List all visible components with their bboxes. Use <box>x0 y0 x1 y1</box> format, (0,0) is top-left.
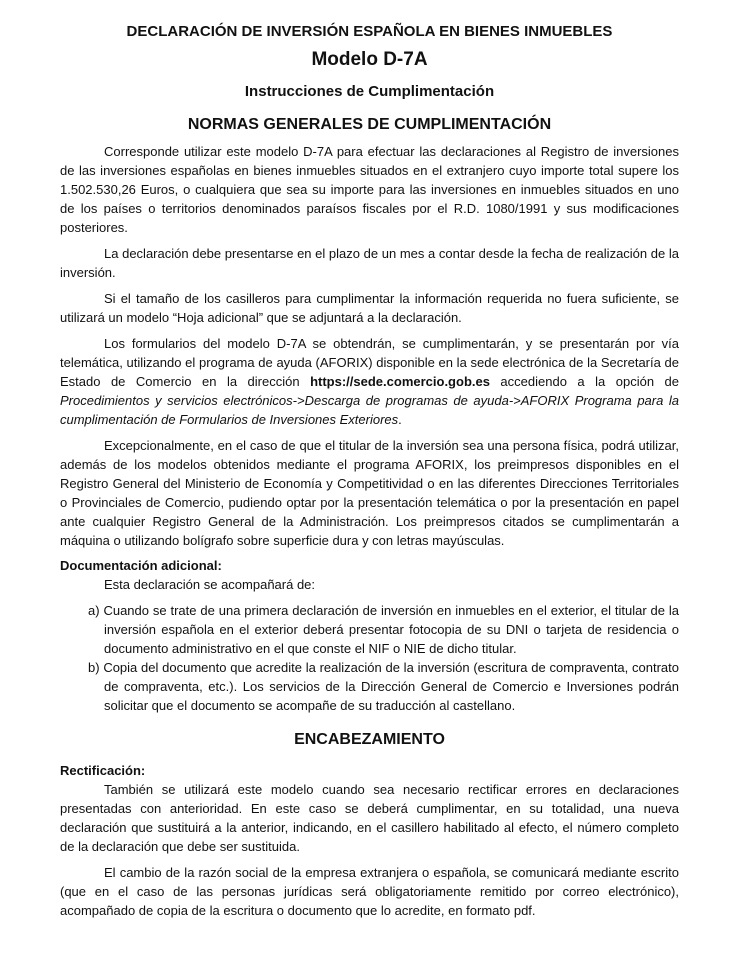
paragraph-name-change: El cambio de la razón social de la empresa extranjera o española, se comunicará mediante escrito (que en el caso de las personas jurídicas será obligatoriamente remitido por correo electrónico), acompañado de copia de la escritura o documento que lo acredite, en formato pdf. <box>60 865 679 918</box>
model-title: Modelo D-7A <box>311 49 428 70</box>
forms-menu-path: Procedimientos y servicios electrónicos->Descarga de programas de ayuda->AFORIX Programa para la cumplimentación de Formularios de Inversiones Exteriores <box>60 393 679 427</box>
forms-text-c: . <box>398 412 402 427</box>
document-title: DECLARACIÓN DE INVERSIÓN ESPAÑOLA EN BIENES INMUEBLES <box>126 23 613 40</box>
paragraph-additional-sheet: Si el tamaño de los casilleros para cumplimentar la información requerida no fuera suficiente, se utilizará un modelo “Hoja adicional” que se adjuntará a la declaración. <box>60 291 679 325</box>
section-general-heading: NORMAS GENERALES DE CUMPLIMENTACIÓN <box>187 116 552 133</box>
sede-url-link[interactable]: https://sede.comercio.gob.es <box>310 374 490 389</box>
paragraph-rectification: También se utilizará este modelo cuando sea necesario rectificar errores en declaraciones presentadas con anterioridad. En este caso se deberá cumplimentar, en su totalidad, una nueva declaración que sustituirá a la anterior, indicando, en el casillero habilitado al efecto, el número completo de la declaración que debe ser sustituida. <box>60 782 679 854</box>
doc-item-a: a) Cuando se trate de una primera declaración de inversión en inmuebles en el exterior, el titular de la inversión española en el exterior deberá presentar fotocopia de su DNI o tarjeta de residencia o documento administrativo en el que conste el NIF o NIE de dicho titular. <box>88 603 679 656</box>
paragraph-scope: Corresponde utilizar este modelo D-7A para efectuar las declaraciones al Registro de inversiones de las inversiones españolas en bienes inmuebles situados en el extranjero cuyo importe total supere los 1.502.530,26 Euros, o cualquiera que sea su importe para las inversiones en inmuebles situados en uno de los países o territorios denominados paraísos fiscales por el R.D. 1080/1991 y sus modificaciones posteriores. <box>60 144 679 235</box>
paragraph-deadline: La declaración debe presentarse en el plazo de un mes a contar desde la fecha de realización de la inversión. <box>60 246 679 280</box>
doc-item-b: b) Copia del documento que acredite la realización de la inversión (escritura de compraventa, contrato de compraventa, etc.). Los servicios de la Dirección General de Comercio e Inversiones podrán solicitar que el documento se acompañe de su traducción al castellano. <box>88 660 679 713</box>
rectification-heading: Rectificación: <box>60 763 146 778</box>
forms-text-b: accediendo a la opción de <box>489 374 679 389</box>
paragraph-exception: Excepcionalmente, en el caso de que el titular de la inversión sea una persona física, podrá utilizar, además de los modelos obtenidos mediante el programa AFORIX, los preimpresos disponibles en el Registro General del Ministerio de Economía y Competitividad o en las diferentes Direcciones Territoriales o Provinciales de Comercio, pudiendo optar por la presentación telemática o por la presentación en papel ante cualquier Registro General de la Administración. Los preimpresos citados se cumplimentarán a máquina o utilizando bolígrafo sobre superficie dura y con letras mayúsculas. <box>60 438 679 548</box>
doc-heading: Documentación adicional: <box>60 558 222 573</box>
document-subtitle: Instrucciones de Cumplimentación <box>244 83 495 100</box>
doc-intro: Esta declaración se acompañará de: <box>104 577 316 592</box>
paragraph-forms <box>60 334 679 429</box>
section-header-heading: ENCABEZAMIENTO <box>294 731 445 748</box>
forms-text-a: Los formularios del modelo D-7A se obtendrán, se cumplimentarán, y se presentarán por vía telemática, utilizando el programa de ayuda (AFORIX) disponible en la sede electrónica de la Secretaría de Estado de Comercio en la dirección <box>60 336 679 389</box>
